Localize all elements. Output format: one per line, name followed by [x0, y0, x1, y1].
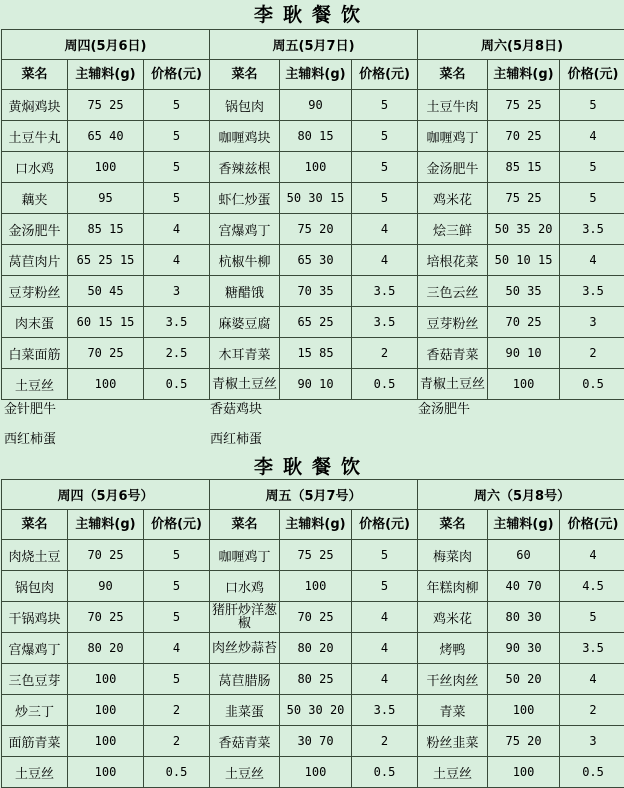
- ingredient-weights: 95: [68, 183, 144, 214]
- dish-name-text: 青椒土豆丝: [418, 378, 487, 391]
- dish-name: 土豆丝: [2, 757, 68, 788]
- price: 0.5: [352, 757, 418, 788]
- menu-row: [2, 307, 624, 338]
- price: 5: [144, 121, 210, 152]
- dish-name: 麻婆豆腐: [210, 307, 280, 338]
- ingredient-weights: 100: [68, 726, 144, 757]
- price: 3.5: [560, 276, 624, 307]
- dish-name: 肉末蛋: [2, 307, 68, 338]
- ingredient-weights: 80 30: [488, 602, 560, 633]
- ingredient-header: 主辅料(g): [68, 60, 144, 90]
- menu-row: [2, 602, 624, 633]
- dish-name-header: 菜名: [2, 60, 68, 90]
- dish-name-text: 青椒土豆丝: [210, 378, 279, 391]
- price: 0.5: [560, 369, 624, 400]
- dish-name: 鸡米花: [418, 602, 488, 633]
- ingredient-weights: 75 25: [68, 90, 144, 121]
- dish-name: 白菜面筋: [2, 338, 68, 369]
- price: 0.5: [144, 369, 210, 400]
- menu-row: [2, 276, 624, 307]
- ingredient-weights: 65 40: [68, 121, 144, 152]
- ingredient-weights: 50 45: [68, 276, 144, 307]
- dish-name: 土豆牛丸: [2, 121, 68, 152]
- dish-name: 土豆牛肉: [418, 90, 488, 121]
- dish-name: 口水鸡: [2, 152, 68, 183]
- ingredient-weights: 70 25: [488, 121, 560, 152]
- price: 5: [144, 540, 210, 571]
- menu-row: [2, 245, 624, 276]
- price: 5: [144, 602, 210, 633]
- price: 2: [560, 338, 624, 369]
- ingredient-header: 主辅料(g): [68, 510, 144, 540]
- price-header: 价格(元): [560, 60, 624, 90]
- dish-name: 香菇青菜: [210, 726, 280, 757]
- dish-name: 干锅鸡块: [2, 602, 68, 633]
- price: 3.5: [352, 695, 418, 726]
- dish-name: 豆芽粉丝: [2, 276, 68, 307]
- dish-name-text: 肉丝炒蒜苔: [210, 642, 279, 655]
- ingredient-weights: 50 35 20: [488, 214, 560, 245]
- price: 5: [352, 571, 418, 602]
- dish-name: 虾仁炒蛋: [210, 183, 280, 214]
- ingredient-weights: 30 70: [280, 726, 352, 757]
- price: 5: [144, 90, 210, 121]
- ingredient-weights: 15 85: [280, 338, 352, 369]
- price: 4: [352, 664, 418, 695]
- menu-row: [2, 633, 624, 664]
- price: 5: [144, 183, 210, 214]
- dish-name: 锅包肉: [210, 90, 280, 121]
- dish-name: 粉丝韭菜: [418, 726, 488, 757]
- menu-row: [2, 338, 624, 369]
- menu-row: [2, 121, 624, 152]
- price: 5: [352, 152, 418, 183]
- ingredient-weights: 100: [280, 571, 352, 602]
- ingredient-weights: 70 25: [68, 338, 144, 369]
- price-header: 价格(元): [352, 60, 418, 90]
- price-header: 价格(元): [144, 510, 210, 540]
- dish-name: 锅包肉: [2, 571, 68, 602]
- day-header: 周六（5月8号）: [418, 480, 624, 510]
- ingredient-weights: 75 20: [488, 726, 560, 757]
- ingredient-weights: 75 25: [488, 90, 560, 121]
- ingredient-weights: 100: [488, 369, 560, 400]
- extra-item: 金针肥牛: [4, 398, 56, 417]
- ingredient-weights: 85 15: [488, 152, 560, 183]
- dish-name: 黄焖鸡块: [2, 90, 68, 121]
- menu-table-bottom: [1, 479, 624, 788]
- dish-name-header: 菜名: [210, 510, 280, 540]
- dish-name: 金汤肥牛: [2, 214, 68, 245]
- ingredient-weights: 100: [68, 757, 144, 788]
- dish-name: [418, 369, 488, 400]
- menu-table-top: [1, 29, 624, 400]
- ingredient-weights: 70 25: [68, 602, 144, 633]
- day-header: 周四(5月6日): [2, 30, 210, 60]
- menu-row: [2, 183, 624, 214]
- column-header-row: [2, 60, 624, 90]
- extra-item: 金汤肥牛: [418, 398, 470, 417]
- dish-name: 青菜: [418, 695, 488, 726]
- ingredient-weights: 75 25: [280, 540, 352, 571]
- day-header-row: [2, 30, 624, 60]
- dish-name-header: 菜名: [418, 60, 488, 90]
- ingredient-weights: 80 15: [280, 121, 352, 152]
- dish-name: 咖喱鸡丁: [418, 121, 488, 152]
- dish-name-header: 菜名: [2, 510, 68, 540]
- dish-name: 烤鸭: [418, 633, 488, 664]
- dish-name-text: 猪肝炒洋葱椒: [210, 604, 279, 630]
- price: 0.5: [144, 757, 210, 788]
- price: 4: [352, 214, 418, 245]
- dish-name: 炒三丁: [2, 695, 68, 726]
- dish-name: 鸡米花: [418, 183, 488, 214]
- extra-item: 西红柿蛋: [210, 428, 262, 447]
- dish-name: 年糕肉柳: [418, 571, 488, 602]
- dish-name: 梅菜肉: [418, 540, 488, 571]
- price: 4: [352, 602, 418, 633]
- ingredient-weights: 100: [488, 757, 560, 788]
- day-header: 周五(5月7日): [210, 30, 418, 60]
- ingredient-weights: 100: [68, 152, 144, 183]
- dish-name: 宫爆鸡丁: [2, 633, 68, 664]
- dish-name: 土豆丝: [2, 369, 68, 400]
- price: 3.5: [560, 214, 624, 245]
- price: 3.5: [352, 276, 418, 307]
- price: 3.5: [560, 633, 624, 664]
- price: 5: [352, 90, 418, 121]
- ingredient-weights: 70 25: [280, 602, 352, 633]
- dish-name: 糖醋饿: [210, 276, 280, 307]
- ingredient-weights: 85 15: [68, 214, 144, 245]
- ingredient-weights: 100: [68, 369, 144, 400]
- ingredient-header: 主辅料(g): [280, 60, 352, 90]
- ingredient-weights: 65 25 15: [68, 245, 144, 276]
- ingredient-header: 主辅料(g): [488, 60, 560, 90]
- ingredient-weights: 80 25: [280, 664, 352, 695]
- dish-name: 香辣兹根: [210, 152, 280, 183]
- dish-name: 培根花菜: [418, 245, 488, 276]
- ingredient-weights: 90 30: [488, 633, 560, 664]
- menu-row: [2, 90, 624, 121]
- menu-row: [2, 695, 624, 726]
- column-header-row: [2, 510, 624, 540]
- price: 4: [144, 633, 210, 664]
- ingredient-weights: 75 20: [280, 214, 352, 245]
- price: 4: [144, 214, 210, 245]
- dish-name: 莴苣腊肠: [210, 664, 280, 695]
- dish-name: 金汤肥牛: [418, 152, 488, 183]
- dish-name: 土豆丝: [418, 757, 488, 788]
- dish-name: [210, 369, 280, 400]
- dish-name: [210, 602, 280, 633]
- dish-name: 土豆丝: [210, 757, 280, 788]
- price: 3.5: [144, 307, 210, 338]
- dish-name: 烩三鲜: [418, 214, 488, 245]
- price: 2: [352, 726, 418, 757]
- ingredient-weights: 70 25: [488, 307, 560, 338]
- menu-row: [2, 664, 624, 695]
- price: 4: [560, 664, 624, 695]
- price: 2: [144, 726, 210, 757]
- price: 5: [560, 183, 624, 214]
- ingredient-header: 主辅料(g): [280, 510, 352, 540]
- menu-row: [2, 540, 624, 571]
- dish-name: 莴苣肉片: [2, 245, 68, 276]
- extra-item: 西红柿蛋: [4, 428, 56, 447]
- price: 4: [560, 245, 624, 276]
- dish-name: 杭椒牛柳: [210, 245, 280, 276]
- price: 4: [560, 540, 624, 571]
- price: 5: [352, 183, 418, 214]
- price: 5: [560, 152, 624, 183]
- price: 4: [560, 121, 624, 152]
- dish-name: 面筋青菜: [2, 726, 68, 757]
- ingredient-weights: 100: [280, 757, 352, 788]
- dish-name: [210, 633, 280, 664]
- ingredient-weights: 100: [68, 695, 144, 726]
- menu-row: [2, 571, 624, 602]
- price: 3: [560, 726, 624, 757]
- price: 3.5: [352, 307, 418, 338]
- price: 2: [352, 338, 418, 369]
- ingredient-weights: 100: [280, 152, 352, 183]
- price: 2: [144, 695, 210, 726]
- dish-name: 宫爆鸡丁: [210, 214, 280, 245]
- price: 4.5: [560, 571, 624, 602]
- ingredient-weights: 100: [488, 695, 560, 726]
- dish-name: 韭菜蛋: [210, 695, 280, 726]
- dish-name: 香菇青菜: [418, 338, 488, 369]
- price: 4: [144, 245, 210, 276]
- menu-row: [2, 214, 624, 245]
- ingredient-weights: 70 25: [68, 540, 144, 571]
- dish-name: 三色云丝: [418, 276, 488, 307]
- ingredient-weights: 50 30 15: [280, 183, 352, 214]
- ingredient-weights: 90 10: [280, 369, 352, 400]
- price-header: 价格(元): [144, 60, 210, 90]
- day-header: 周五（5月7号）: [210, 480, 418, 510]
- ingredient-weights: 60: [488, 540, 560, 571]
- price: 4: [352, 633, 418, 664]
- ingredient-weights: 50 10 15: [488, 245, 560, 276]
- ingredient-weights: 90: [280, 90, 352, 121]
- menu-row: [2, 726, 624, 757]
- dish-name: 干丝肉丝: [418, 664, 488, 695]
- day-header: 周四（5月6号）: [2, 480, 210, 510]
- day-header: 周六(5月8日): [418, 30, 624, 60]
- dish-name-header: 菜名: [418, 510, 488, 540]
- price: 0.5: [352, 369, 418, 400]
- price: 5: [352, 121, 418, 152]
- ingredient-weights: 40 70: [488, 571, 560, 602]
- price-header: 价格(元): [352, 510, 418, 540]
- price: 2: [560, 695, 624, 726]
- price: 2.5: [144, 338, 210, 369]
- price: 4: [352, 245, 418, 276]
- dish-name: 肉烧土豆: [2, 540, 68, 571]
- ingredient-weights: 80 20: [280, 633, 352, 664]
- price: 0.5: [560, 757, 624, 788]
- price: 5: [560, 90, 624, 121]
- price: 3: [560, 307, 624, 338]
- dish-name: 咖喱鸡块: [210, 121, 280, 152]
- extra-item: 香菇鸡块: [210, 398, 262, 417]
- menu-row: [2, 757, 624, 788]
- ingredient-weights: 100: [68, 664, 144, 695]
- ingredient-weights: 65 30: [280, 245, 352, 276]
- price: 5: [352, 540, 418, 571]
- day-header-row: [2, 480, 624, 510]
- ingredient-header: 主辅料(g): [488, 510, 560, 540]
- dish-name: 口水鸡: [210, 571, 280, 602]
- dish-name-header: 菜名: [210, 60, 280, 90]
- dish-name: 豆芽粉丝: [418, 307, 488, 338]
- ingredient-weights: 60 15 15: [68, 307, 144, 338]
- dish-name: 咖喱鸡丁: [210, 540, 280, 571]
- dish-name: 木耳青菜: [210, 338, 280, 369]
- price: 5: [144, 571, 210, 602]
- dish-name: 三色豆芽: [2, 664, 68, 695]
- price-header: 价格(元): [560, 510, 624, 540]
- ingredient-weights: 70 35: [280, 276, 352, 307]
- menu-title-bottom: 李耿餐饮: [0, 452, 624, 482]
- ingredient-weights: 90: [68, 571, 144, 602]
- ingredient-weights: 75 25: [488, 183, 560, 214]
- dish-name: 藕夹: [2, 183, 68, 214]
- ingredient-weights: 90 10: [488, 338, 560, 369]
- ingredient-weights: 50 35: [488, 276, 560, 307]
- price: 5: [144, 664, 210, 695]
- menu-row: [2, 369, 624, 400]
- ingredient-weights: 80 20: [68, 633, 144, 664]
- ingredient-weights: 50 30 20: [280, 695, 352, 726]
- ingredient-weights: 65 25: [280, 307, 352, 338]
- menu-title-top: 李耿餐饮: [0, 0, 624, 30]
- price: 3: [144, 276, 210, 307]
- price: 5: [144, 152, 210, 183]
- price: 5: [560, 602, 624, 633]
- ingredient-weights: 50 20: [488, 664, 560, 695]
- menu-row: [2, 152, 624, 183]
